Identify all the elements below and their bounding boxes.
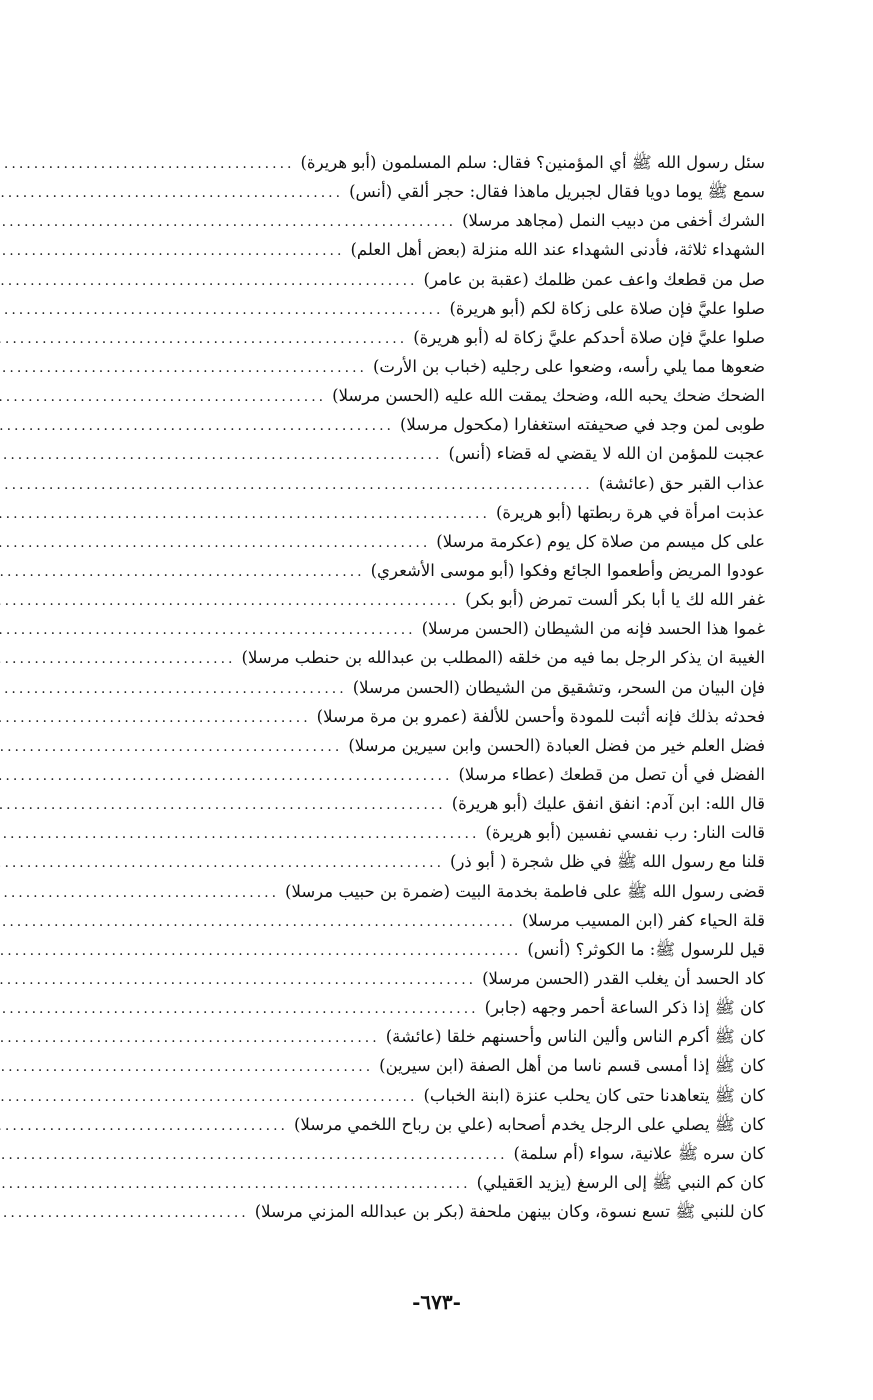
- entry-hadith-text: الضحك ضحك يحبه الله، وضحك يمقت الله عليه (الحسن مرسلا): [332, 386, 765, 406]
- entry-hadith-text: غفر الله لك يا أبا بكر ألست تمرض (أبو بكر): [465, 590, 765, 610]
- entry-hadith-text: قيل للرسول ﷺ: ما الكوثر؟ (أنس): [527, 939, 765, 959]
- entry-hadith-text: قلة الحياء كفر (ابن المسيب مرسلا): [521, 910, 765, 930]
- index-entry: [96, 643, 765, 672]
- index-entry: [96, 702, 765, 731]
- dot-leader: [0, 1170, 477, 1199]
- entry-hadith-text: فضل العلم خير من فضل العبادة (الحسن وابن سيرين مرسلا): [348, 735, 765, 755]
- entry-hadith-text: عجبت للمؤمن ان الله لا يقضي له قضاء (أنس): [448, 444, 765, 464]
- dot-leader: [0, 558, 371, 587]
- entry-hadith-text: كان ﷺ إذا ذكر الساعة أحمر وجهه (جابر): [484, 998, 765, 1018]
- entry-hadith-text: كان للنبي ﷺ تسع نسوة، وكان بينهن ملحفة (بكر بن عبدالله المزني مرسلا): [254, 1202, 765, 1222]
- entry-hadith-text: كان ﷺ يتعاهدنا حتى كان يحلب عنزة (ابنة الخباب): [423, 1085, 765, 1105]
- dot-leader: [0, 208, 462, 237]
- index-entry: [96, 527, 765, 556]
- entry-hadith-text: صلوا عليَّ فإن صلاة أحدكم عليَّ زكاة له (أبو هريرة): [413, 327, 765, 347]
- dot-leader: [0, 587, 465, 616]
- dot-leader: [0, 879, 285, 908]
- dot-leader: [0, 325, 413, 354]
- dot-leader: [0, 849, 450, 878]
- index-entry: [96, 906, 765, 935]
- entry-hadith-text: عودوا المريض وأطعموا الجائع وفكوا (أبو موسى الأشعري): [370, 560, 765, 580]
- index-entry: [96, 410, 765, 439]
- index-entry: [96, 964, 765, 993]
- entry-hadith-text: صل من قطعك واعف عمن ظلمك (عقبة بن عامر): [423, 269, 765, 289]
- entry-hadith-text: كان ﷺ أكرم الناس وألين الناس وأحسنهم خلقا (عائشة): [385, 1027, 765, 1047]
- index-entry: [96, 818, 765, 847]
- page-number: -٦٧٣-: [412, 1290, 461, 1314]
- index-entry: [96, 1197, 765, 1226]
- index-entry: [96, 381, 765, 410]
- dot-leader: [0, 354, 373, 383]
- index-entry: [96, 993, 765, 1022]
- index-entry: [96, 760, 765, 789]
- dot-leader: [0, 1112, 294, 1141]
- index-entry: [96, 352, 765, 381]
- index-entry: [96, 1139, 765, 1168]
- entry-hadith-text: فحدثه بذلك فإنه أثبت للمودة وأحسن للألفة (عمرو بن مرة مرسلا): [316, 706, 765, 726]
- dot-leader: [0, 150, 300, 179]
- dot-leader: [0, 675, 353, 704]
- index-entry: [96, 556, 765, 585]
- dot-leader: [0, 529, 436, 558]
- index-entry: [96, 1110, 765, 1139]
- entry-hadith-text: كان كم النبي ﷺ إلى الرسغ (يزيد العَقيلي): [476, 1172, 765, 1192]
- entry-hadith-text: عذبت امرأة في هرة ربطتها (أبو هريرة): [495, 502, 765, 522]
- entry-hadith-text: كاد الحسد أن يغلب القدر (الحسن مرسلا): [482, 968, 765, 988]
- dot-leader: [0, 500, 496, 529]
- index-entry: [96, 177, 765, 206]
- entry-hadith-text: قلنا مع رسول الله ﷺ في ظل شجرة ( أبو ذر): [450, 852, 765, 872]
- entry-hadith-text: ضعوها مما يلي رأسه، وضعوا على رجليه (خباب بن الأرت): [372, 356, 765, 376]
- entry-hadith-text: كان ﷺ يصلي على الرجل يخدم أصحابه (علي بن رباح اللخمي مرسلا): [294, 1114, 765, 1134]
- dot-leader: [0, 616, 422, 645]
- entry-hadith-text: فإن البيان من السحر، وتشقيق من الشيطان (الحسن مرسلا): [352, 677, 765, 697]
- dot-leader: [0, 937, 527, 966]
- entry-hadith-text: قالت النار: رب نفسي نفسين (أبو هريرة): [485, 823, 765, 843]
- dot-leader: [0, 1083, 423, 1112]
- entry-hadith-text: الشهداء ثلاثة، فأدنى الشهداء عند الله منزلة (بعض أهل العلم): [350, 240, 765, 260]
- index-entry: [96, 294, 765, 323]
- entry-hadith-text: على كل ميسم من صلاة كل يوم (عكرمة مرسلا): [436, 531, 765, 551]
- dot-leader: [0, 733, 348, 762]
- dot-leader: [0, 1199, 255, 1228]
- dot-leader: [0, 412, 400, 441]
- dot-leader: [0, 908, 522, 937]
- index-entry: [96, 469, 765, 498]
- index-entry: [96, 614, 765, 643]
- index-list: [96, 148, 765, 1226]
- dot-leader: [0, 704, 317, 733]
- index-entry: [96, 498, 765, 527]
- dot-leader: [0, 383, 332, 412]
- dot-leader: [0, 1024, 386, 1053]
- dot-leader: [0, 645, 242, 674]
- dot-leader: [0, 820, 485, 849]
- entry-hadith-text: كان ﷺ إذا أمسى قسم ناسا من أهل الصفة (ابن سيرين): [379, 1056, 765, 1076]
- index-entry: [96, 265, 765, 294]
- entry-hadith-text: غموا هذا الحسد فإنه من الشيطان (الحسن مرسلا): [421, 619, 765, 639]
- index-entry: [96, 206, 765, 235]
- entry-hadith-text: سمع ﷺ يوما دويا فقال لجبريل ماهذا فقال: حجر ألقي (أنس): [349, 182, 765, 202]
- index-entry: [96, 847, 765, 876]
- entry-hadith-text: الفضل في أن تصل من قطعك (عطاء مرسلا): [458, 764, 765, 784]
- index-entry: [96, 585, 765, 614]
- index-entry: [96, 789, 765, 818]
- entry-hadith-text: طوبى لمن وجد في صحيفته استغفارا (مكحول مرسلا): [400, 415, 765, 435]
- dot-leader: [0, 441, 448, 470]
- index-entry: [96, 935, 765, 964]
- index-entry: [96, 877, 765, 906]
- index-entry: [96, 1168, 765, 1197]
- index-entry: [96, 1051, 765, 1080]
- dot-leader: [0, 296, 449, 325]
- entry-hadith-text: قضى رسول الله ﷺ على فاطمة بخدمة البيت (ضمرة بن حبيب مرسلا): [285, 881, 765, 901]
- entry-hadith-text: الغيبة ان يذكر الرجل بما فيه من خلقه (المطلب بن عبدالله بن حنطب مرسلا): [241, 648, 765, 668]
- index-entry: [96, 323, 765, 352]
- entry-hadith-text: قال الله: ابن آدم: انفق انفق عليك (أبو هريرة): [451, 794, 765, 814]
- dot-leader: [0, 791, 452, 820]
- entry-hadith-text: الشرك أخفى من دبيب النمل (مجاهد مرسلا): [462, 211, 765, 231]
- entry-hadith-text: سئل رسول الله ﷺ أي المؤمنين؟ فقال: سلم المسلمون (أبو هريرة): [300, 153, 765, 172]
- dot-leader: [0, 966, 482, 995]
- dot-leader: [0, 179, 349, 208]
- dot-leader: [0, 762, 458, 791]
- dot-leader: [0, 237, 350, 266]
- dot-leader: [0, 995, 485, 1024]
- index-entry: [96, 148, 765, 177]
- index-entry: [96, 1081, 765, 1110]
- entry-hadith-text: كان سره ﷺ علانية، سواء (أم سلمة): [513, 1143, 765, 1163]
- index-entry: [96, 235, 765, 264]
- index-entry: [96, 673, 765, 702]
- index-entry: [96, 731, 765, 760]
- index-entry: [96, 439, 765, 468]
- entry-hadith-text: صلوا عليَّ فإن صلاة على زكاة لكم (أبو هريرة): [449, 298, 765, 318]
- index-entry: [96, 1022, 765, 1051]
- dot-leader: [0, 1053, 379, 1082]
- dot-leader: [0, 267, 424, 296]
- dot-leader: [0, 471, 599, 500]
- entry-hadith-text: عذاب القبر حق (عائشة): [598, 473, 765, 493]
- dot-leader: [0, 1141, 514, 1170]
